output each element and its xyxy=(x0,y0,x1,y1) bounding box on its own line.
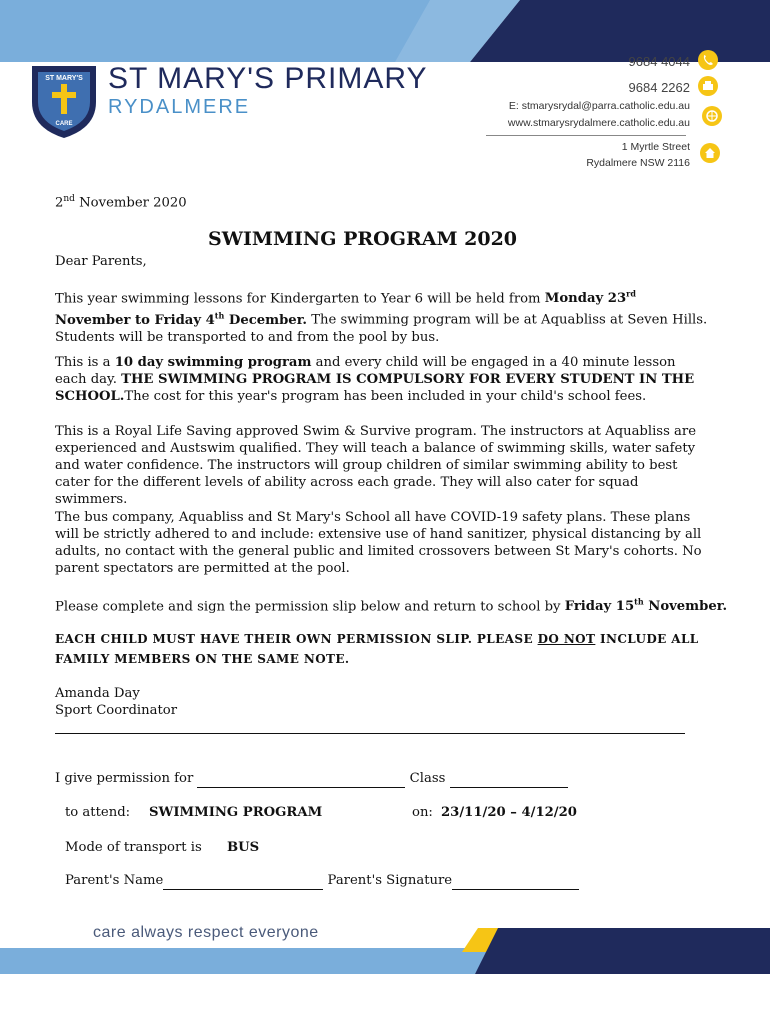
to-attend-label: to attend: xyxy=(65,805,131,820)
phone-icon xyxy=(698,50,718,70)
letter-date: 2nd November 2020 xyxy=(55,194,187,211)
website-address: www.stmarysrydalmere.catholic.edu.au xyxy=(507,117,690,129)
on-value: 23/11/20 – 4/12/20 xyxy=(441,805,577,820)
globe-icon xyxy=(702,106,722,126)
school-name: ST MARY'S PRIMARY xyxy=(108,62,428,95)
header-banner xyxy=(0,0,770,62)
fax-icon xyxy=(698,76,718,96)
on-label: on: xyxy=(412,805,433,820)
crest-bottom-text: CARE xyxy=(55,121,73,127)
address-line-2: Rydalmere NSW 2116 xyxy=(586,157,690,169)
contact-divider xyxy=(486,135,686,136)
parent-name-field[interactable] xyxy=(163,872,323,890)
phone-number: 9684 4044 xyxy=(628,54,690,69)
signoff-name: Amanda Day xyxy=(55,686,140,701)
address-line-1: 1 Myrtle Street xyxy=(621,141,690,153)
parent-signature-field[interactable] xyxy=(452,872,579,890)
email-address: E: stmarysrydal@parra.catholic.edu.au xyxy=(508,100,690,112)
paragraph-covid: The bus company, Aquabliss and St Mary's School all have COVID-19 safety plans. These plans will be strictly adhered to and include: extensive use of hand sanitizer, physical distancing by all adults, no contact with the general public and limited crossovers between St Mary's cohorts. No parent spectators are permitted at the pool. xyxy=(55,510,702,576)
paragraph-return: Please complete and sign the permission slip below and return to school by Friday 15th November. xyxy=(55,597,728,615)
paragraph-own-slip: EACH CHILD MUST HAVE THEIR OWN PERMISSION SLIP. PLEASE DO NOT INCLUDE ALL FAMILY MEMBERS ON THE SAME NOTE. xyxy=(55,632,699,666)
letter-title: SWIMMING PROGRAM 2020 xyxy=(207,228,518,250)
fax-number: 9684 2262 xyxy=(628,80,690,95)
cut-line xyxy=(55,733,685,734)
crest-top-text: ST MARY'S xyxy=(45,75,83,82)
paragraph-dates: This year swimming lessons for Kindergarten to Year 6 will be held from Monday 23rd November to Friday 4th December. The swimming program will be at Aquabliss at Seven Hills. Students will be transported to and from the pool by bus. xyxy=(55,289,708,345)
parent-line: Parent's Name Parent's Signature xyxy=(65,872,579,890)
signoff-role: Sport Coordinator xyxy=(55,703,178,718)
school-crest-logo xyxy=(28,62,100,140)
permission-line: I give permission for Class xyxy=(55,770,568,788)
transport-value: BUS xyxy=(227,840,260,855)
greeting: Dear Parents, xyxy=(55,254,147,269)
to-attend-value: SWIMMING PROGRAM xyxy=(149,805,323,820)
footer-motto: care always respect everyone xyxy=(93,924,319,941)
paragraph-instructors: This is a Royal Life Saving approved Swim & Survive program. The instructors at Aquabliss are experienced and Austswim qualified. They will teach a balance of swimming skills, water safety and water confidence. The instructors will group children of similar swimming ability to best cater for the different levels of ability across each grade. They will also cater for squad swimmers. xyxy=(55,424,697,507)
paragraph-program: This is a 10 day swimming program and every child will be engaged in a 40 minute lesson each day. THE SWIMMING PROGRAM IS COMPULSORY FOR EVERY STUDENT IN THE SCHOOL.The cost for this year's program has been included in your child's school fees. xyxy=(55,355,695,404)
school-suburb: RYDALMERE xyxy=(108,96,251,118)
transport-label: Mode of transport is xyxy=(65,840,202,855)
home-icon xyxy=(700,143,720,163)
child-name-field[interactable] xyxy=(197,770,405,788)
class-field[interactable] xyxy=(450,770,568,788)
